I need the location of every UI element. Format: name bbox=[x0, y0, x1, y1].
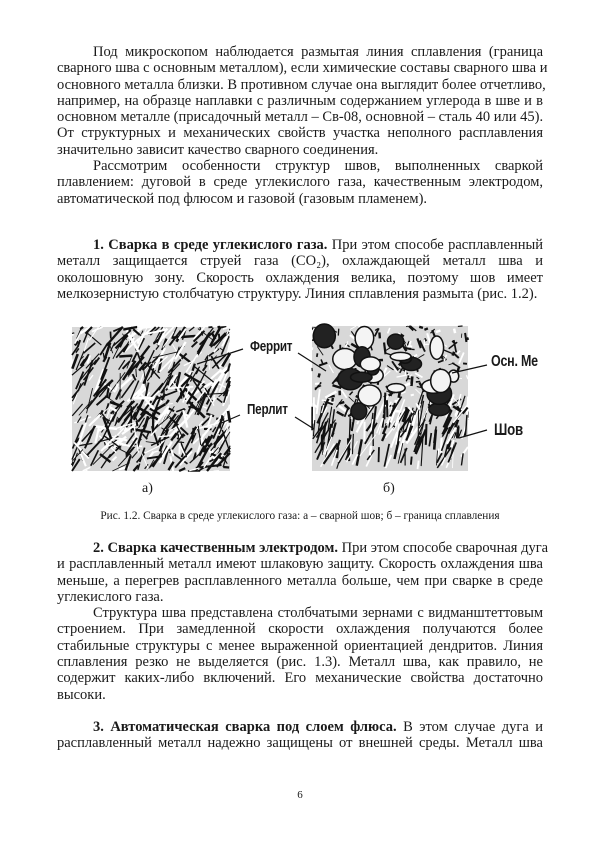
line-text: значительно зависит качество сварного соединения. bbox=[57, 141, 379, 158]
line-text: содержит каких-либо включений. Его механические свойства достаточно bbox=[57, 670, 543, 687]
micro-stroke bbox=[72, 333, 74, 334]
micro-stroke bbox=[317, 353, 318, 357]
label-ferrite: Феррит bbox=[250, 338, 293, 355]
micro-stroke bbox=[167, 404, 173, 405]
page-number: 6 bbox=[297, 789, 303, 801]
micro-stroke bbox=[319, 373, 320, 377]
line-text: основном металле (присадочный металл – Св-08, основной – сталь 40 или 45). bbox=[57, 109, 544, 126]
micro-stroke bbox=[436, 330, 440, 332]
grain bbox=[313, 324, 335, 348]
micro-stroke bbox=[418, 461, 419, 470]
line-text: расплавленный металл надежно защищены от внешней среды. Металл шва bbox=[57, 735, 543, 752]
text-line bbox=[57, 735, 543, 751]
micro-stroke bbox=[467, 338, 468, 340]
micro-stroke bbox=[137, 327, 151, 328]
line-text: От структурных и механических свойств участка неполного расплавления bbox=[57, 125, 543, 142]
text-line bbox=[57, 670, 543, 686]
label-base-metal: Осн. Ме bbox=[491, 353, 538, 370]
text-line bbox=[57, 605, 543, 621]
line-text: Структура шва представлена столбчатыми зернами с видманштеттовым bbox=[93, 605, 543, 622]
line-text: сварного шва с основным металлом), если химические составы сварного шва и bbox=[57, 60, 548, 77]
grain bbox=[387, 384, 405, 393]
line-text: строением. При замедленной скорости охлаждения получаются более bbox=[57, 621, 543, 638]
micro-stroke bbox=[426, 424, 427, 445]
micro-stroke bbox=[411, 376, 412, 386]
text-line bbox=[57, 719, 543, 735]
line-text: околошовную зону. Скорость охлаждения велика, поэтому шов имеет bbox=[57, 269, 543, 286]
label-pearlite: Перлит bbox=[247, 401, 288, 418]
figure-caption: Рис. 1.2. Сварка в среде углекислого газа: а – сварной шов; б – граница сплавления bbox=[100, 510, 500, 522]
grain bbox=[431, 369, 451, 392]
line-text: сплавления резко не выделяется (рис. 1.3). Металл шва, как правило, не bbox=[57, 654, 543, 671]
line-text: стабильные структуры с менее выраженной ориентацией дендритов. Линия bbox=[57, 637, 543, 654]
micro-stroke bbox=[454, 329, 455, 334]
grain bbox=[360, 357, 380, 371]
micro-stroke bbox=[86, 470, 87, 471]
micrograph-weld-seam bbox=[72, 327, 230, 471]
micro-stroke bbox=[312, 347, 313, 350]
micro-stroke bbox=[419, 327, 423, 328]
micro-stroke bbox=[119, 356, 132, 357]
line-text: При этом способе расплавленный bbox=[327, 237, 543, 253]
text-line bbox=[57, 589, 543, 605]
leader-pearlite-b bbox=[295, 417, 314, 429]
line-text: и расплавленный металл имеют шлаковую защиту. Скорость охлаждения шва bbox=[57, 556, 543, 573]
line-text: В этом случае дуга и bbox=[396, 719, 543, 735]
line-text: мелкозернистую столбчатую структуру. Линия сплавления размыта (рис. 1.2). bbox=[57, 285, 538, 302]
text-line bbox=[57, 556, 543, 572]
text-line bbox=[57, 621, 543, 637]
micro-stroke bbox=[136, 369, 137, 377]
micro-stroke bbox=[411, 457, 412, 465]
micrograph-fusion-boundary bbox=[312, 324, 468, 471]
subfigure-a-label: а) bbox=[142, 481, 153, 496]
subfigure-b-label: б) bbox=[383, 481, 395, 496]
micro-stroke bbox=[177, 442, 184, 443]
line-text: основного металла близки. В противном случае она выглядит более отчетливо, bbox=[57, 76, 546, 93]
line-text: углекислого газа. bbox=[57, 588, 164, 605]
micro-stroke bbox=[404, 348, 411, 349]
grain bbox=[358, 385, 381, 406]
grain bbox=[387, 334, 403, 349]
line-text: автоматической под флюсом и газовой (газовым пламенем). bbox=[57, 190, 428, 207]
section-2-quality-electrode bbox=[57, 540, 549, 703]
label-weld: Шов bbox=[494, 420, 523, 439]
line-text: Рассмотрим особенности структур швов, выполненных сваркой bbox=[93, 158, 543, 175]
micro-stroke bbox=[384, 343, 385, 355]
section-heading: 2. Сварка качественным электродом. bbox=[93, 540, 339, 556]
micro-stroke bbox=[339, 402, 344, 403]
text-line bbox=[57, 638, 543, 654]
text-line bbox=[57, 573, 543, 589]
grain bbox=[333, 349, 357, 370]
section-heading: 1. Сварка в среде углекислого газа. bbox=[93, 237, 328, 253]
text-line bbox=[57, 654, 543, 670]
text-line bbox=[57, 687, 543, 703]
micro-stroke bbox=[332, 398, 333, 402]
text-line bbox=[57, 540, 549, 556]
micro-stroke bbox=[465, 333, 466, 342]
grain bbox=[390, 352, 411, 360]
line-text: плавлением: дуговой в среде углекислого газа, качественным электродом, bbox=[57, 174, 543, 191]
line-text: Под микроскопом наблюдается размытая линия сплавления (граница bbox=[93, 44, 543, 60]
micro-stroke bbox=[370, 446, 371, 456]
micro-stroke bbox=[424, 328, 427, 329]
line-text: меньше, а перегрев расплавленного металла больше, чем при сварке в среде bbox=[57, 572, 543, 589]
micro-stroke bbox=[452, 352, 454, 356]
grain bbox=[430, 336, 444, 359]
micro-stroke bbox=[219, 334, 220, 340]
section-3-submerged-arc bbox=[57, 719, 543, 752]
line-text: например, на образце наплавки с различным содержанием углерода в шве и в bbox=[57, 92, 543, 109]
line-text: При этом способе сварочная дуга bbox=[338, 540, 549, 556]
line-text: высоки. bbox=[57, 686, 106, 703]
micro-stroke bbox=[411, 395, 414, 396]
grain bbox=[355, 326, 374, 349]
line-text: металл защищается струей газа (CO₂), охлаждающей металл шва и bbox=[57, 253, 543, 270]
micro-stroke bbox=[137, 421, 138, 426]
section-heading: 3. Автоматическая сварка под слоем флюса. bbox=[93, 719, 397, 735]
